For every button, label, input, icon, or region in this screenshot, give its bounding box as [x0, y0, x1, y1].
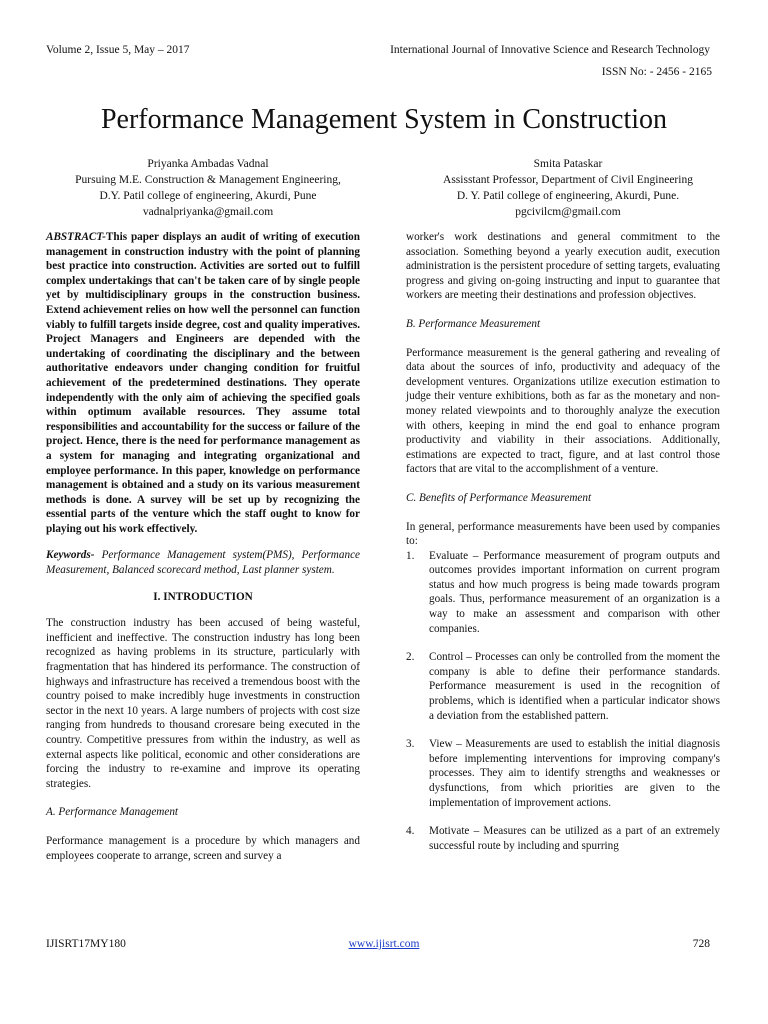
abstract-text: This paper displays an audit of writing of execution management in construction industry with the point of planning best practice into construction. Activities are sorted out to fulfill complex undertakings that can't be taken care of by single people yet by multidisciplinary groups in the construction business. Extend achievement relies on how well the personnel can function viably to fulfill targets inside degree, cost and quality imperatives. Project Managers and Engineers are depended with the undertaking of coordinating the disciplinary and the between authoritative endeavors under changing condition for fruitful achievement of the predetermined destinations. They operate independently with the only aim of achieving the specified goals within optimum available resources. They assume total responsibilities and accountability for the success or failure of the project. Hence, there is the need for performance management as a system for managing and integrating organizational and employee performance. In this paper, knowledge on performance management is obtained and a study on its various measurement methods is done. A survey will be set up by recognizing the essential parts of the venture which the staff ought to know for playing out his work effectively. — [46, 231, 360, 535]
list-text: Control – Processes can only be controlled from the moment the company is able to define their performance standards. Performance measurement is used in the recognition of problems, which is identified when a particular indicator shows a deviation from the established pattern. — [429, 651, 720, 722]
list-number: 1. — [406, 549, 415, 562]
list-number: 2. — [406, 651, 415, 664]
page-number: 728 — [692, 938, 710, 950]
subsection-heading-c: C. Benefits of Performance Measurement — [406, 491, 592, 504]
author-email: vadnalpriyanka@gmail.com — [142, 206, 274, 218]
list-item — [406, 737, 720, 810]
author-institution: D.Y. Patil college of engineering, Akurdi, Pune — [99, 190, 317, 202]
benefits-list — [406, 549, 720, 854]
issn: ISSN No: - 2456 - 2165 — [601, 66, 712, 78]
list-number: 3. — [406, 738, 415, 751]
author-block-2 — [388, 156, 748, 220]
list-item — [406, 549, 720, 637]
paper-title: Performance Management System in Construction — [100, 104, 668, 135]
list-item — [406, 650, 720, 723]
paper-id: IJISRT17MY180 — [46, 938, 126, 950]
keywords-label: Keywords- — [46, 549, 95, 562]
section-heading-introduction: I. INTRODUCTION — [153, 590, 253, 603]
introduction-text: The construction industry has been accused of being wasteful, inefficient and ineffective. The construction industry has long been recognized as having problems in its structure, particularly with fragmentation that has hindered its performance. The construction of highways and infrastructure has received a tremendous boost with the country poised to make incredibly huge investments in construction sector in the next 10 years. A large numbers of projects with cost size ranging from hundreds to thousand croresare being executed in the country. Competitive pressures from within the industry, as well as external aspects like political, economic and other considerations are forcing the industry to re-examine and improve its operating strategies. — [46, 617, 360, 790]
journal-website-link[interactable]: www.ijisrt.com — [348, 938, 420, 950]
journal-name: International Journal of Innovative Science and Research Technology — [390, 44, 710, 56]
author-name: Smita Pataskar — [533, 158, 603, 170]
abstract-label: ABSTRACT- — [46, 231, 106, 243]
subsection-heading-a: A. Performance Management — [46, 806, 179, 819]
author-block-1 — [28, 156, 388, 220]
section-b-text: Performance measurement is the general gathering and revealing of data about the sources of info, productivity and adequacy of the development ventures. Organizations utilize execution estimation to judge their venture exhibitions, both as far as the monetary and non-money related viewpoints and to thoroughly analyze the execution with others, keeping in mind the end goal to enhance program productivity and viability in their associations. Additionally, estimations are expected to tract, figure, and at last control those factors that are vital to the accomplishment of a venture. — [406, 346, 720, 476]
list-text: View – Measurements are used to establish the initial diagnosis before implementing interventions for improving company's processes. They aim to identify strengths and weaknesses or dysfunctions, from which priorities are given to the implementation of improvement actions. — [429, 738, 720, 809]
section-a-continued: worker's work destinations and general commitment to the association. Something beyond a yearly execution audit, execution administration is the persistent procedure of setting targets, evaluating progress and giving on-going instructing and input to guarantee that workers are meeting their destinations and profession objectives. — [406, 231, 720, 302]
right-column — [406, 230, 720, 867]
author-name: Priyanka Ambadas Vadnal — [147, 158, 269, 170]
list-number: 4. — [406, 825, 415, 838]
journal-volume: Volume 2, Issue 5, May – 2017 — [46, 44, 190, 56]
author-institution: D. Y. Patil college of engineering, Akurdi, Pune. — [456, 190, 680, 202]
keywords-text: Performance Management system(PMS), Performance Measurement, Balanced scorecard method, Last planner system. — [46, 549, 360, 577]
list-text: Evaluate – Performance measurement of program outputs and outcomes provides important information on current program status and how much progress is being made towards program goals. Thus, performance measurement of an organization is a way to make an assessment and comparison with other companies. — [429, 549, 720, 635]
author-affiliation: Pursuing M.E. Construction & Management Engineering, — [75, 174, 341, 186]
keywords — [46, 548, 360, 577]
left-column — [46, 230, 360, 863]
list-text: Motivate – Measures can be utilized as a part of an extremely successful route by including and spurring — [429, 825, 720, 852]
section-a-text: Performance management is a procedure by which managers and employees cooperate to arrange, screen and survey a — [46, 834, 360, 862]
list-item — [406, 824, 720, 853]
section-c-intro: In general, performance measurements have been used by companies to: — [406, 520, 720, 548]
author-email: pgcivilcm@gmail.com — [515, 206, 621, 218]
subsection-heading-b: B. Performance Measurement — [406, 317, 541, 330]
author-affiliation: Assisstant Professor, Department of Civil Engineering — [443, 174, 693, 186]
abstract — [46, 230, 360, 536]
